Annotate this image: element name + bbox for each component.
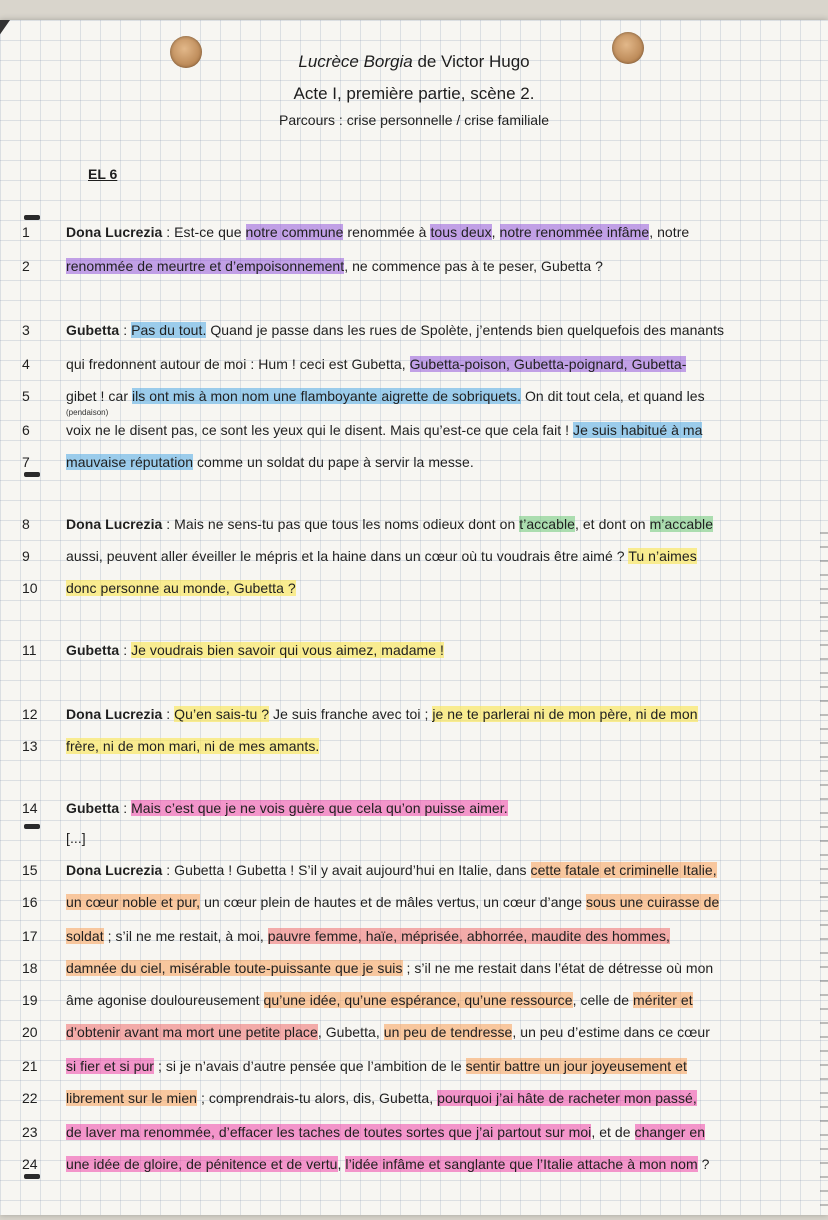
line-text: Qu’en sais-tu ? Je suis franche avec toi ; je ne te parlerai ni de mon père, ni de mon [174, 706, 698, 722]
line-text: damnée du ciel, misérable toute-puissante que je suis ; s’il ne me restait dans l’état de détresse où mon [66, 960, 714, 976]
line-number: 5 [22, 388, 30, 404]
line-text: Pas du tout. Quand je passe dans les rues de Spolète, j’entends bien quelquefois des manants [131, 322, 725, 338]
line-text: Je voudrais bien savoir qui vous aimez, madame ! [131, 642, 444, 658]
text-line-7 [0, 452, 828, 476]
text-line-3: 3 Gubetta : Pas du tout. Quand je passe dans les rues de Spolète, j’entends bien quelquefois des manants [22, 322, 725, 338]
speaker-name: Dona Lucrezia [66, 862, 163, 878]
line-text: Est-ce que notre commune renommée à tous deux, notre renommée infâme, notre [174, 224, 690, 240]
annotation-pendaison: (pendaison) [66, 408, 109, 417]
line-number: 15 [22, 862, 38, 878]
notebook-page [0, 20, 828, 1215]
ellipsis-line [0, 828, 828, 852]
line-text: un cœur noble et pur, un cœur plein de hautes et de mâles vertus, un cœur d’ange sous une cuirasse de [66, 894, 720, 910]
ellipsis: [...] [66, 830, 86, 846]
text-line-24 [0, 1154, 828, 1178]
line-number: 1 [22, 224, 30, 240]
el-label: EL 6 [88, 166, 118, 182]
line-number: 21 [22, 1058, 38, 1074]
text-line-17 [0, 926, 828, 950]
line-text: voix ne le disent pas, ce sont les yeux qui le disent. Mais qu’est-ce que cela fait ! Je suis habitué à ma [66, 422, 703, 438]
line-number: 11 [22, 642, 37, 658]
text-line-13 [0, 736, 828, 760]
line-number: 7 [22, 454, 30, 470]
text-line-4 [0, 354, 828, 378]
text-line-14: 14 Gubetta : Mais c’est que je ne vois guère que cela qu’on puisse aimer. [22, 800, 508, 816]
line-number: 18 [22, 960, 38, 976]
speaker-name: Gubetta [66, 800, 120, 816]
line-number: 14 [22, 800, 38, 816]
parcours-heading: Parcours : crise personnelle / crise familiale [279, 112, 549, 128]
text-line-6 [0, 420, 828, 444]
line-text: une idée de gloire, de pénitence et de vertu, l’idée infâme et sanglante que l’Italie attache à mon nom ? [66, 1156, 710, 1172]
text-line-21 [0, 1056, 828, 1080]
line-text: aussi, peuvent aller éveiller le mépris et la haine dans un cœur où tu voudrais être aimé ? Tu n’aimes [66, 548, 697, 564]
text-line-8: 8 Dona Lucrezia : Mais ne sens-tu pas que tous les noms odieux dont on t’accable, et dont on m’accable [22, 516, 714, 532]
text-line-2 [0, 256, 828, 280]
line-text: frère, ni de mon mari, ni de mes amants. [66, 738, 320, 754]
line-text: Gubetta ! Gubetta ! S’il y avait aujourd’hui en Italie, dans cette fatale et criminelle Italie, [174, 862, 717, 878]
line-number: 9 [22, 548, 30, 564]
text-line-11: 11 Gubetta : Je voudrais bien savoir qui vous aimez, madame ! [22, 642, 444, 658]
text-line-1: 1 Dona Lucrezia : Est-ce que notre commune renommée à tous deux, notre renommée infâme, notre [22, 224, 690, 240]
document-title [0, 52, 828, 72]
line-number: 20 [22, 1024, 38, 1040]
line-text: de laver ma renommée, d’effacer les taches de toutes sortes que j’ai partout sur moi, et de changer en [66, 1124, 706, 1140]
title-rest: de Victor Hugo [412, 52, 530, 71]
text-line-23 [0, 1122, 828, 1146]
line-text: d’obtenir avant ma mort une petite place, Gubetta, un peu de tendresse, un peu d’estime dans ce cœur [66, 1024, 710, 1040]
text-line-9 [0, 546, 828, 570]
line-number: 4 [22, 356, 30, 372]
line-number: 6 [22, 422, 30, 438]
line-text: si fier et si pur ; si je n’avais d’autre pensée que l’ambition de le sentir battre un jour joyeusement et [66, 1058, 687, 1074]
line-number: 24 [22, 1156, 38, 1172]
line-number: 19 [22, 992, 38, 1008]
line-text: soldat ; s’il ne me restait, à moi, pauvre femme, haïe, méprisée, abhorrée, maudite des hommes, [66, 928, 670, 944]
text-line-16 [0, 892, 828, 916]
line-text: Mais c’est que je ne vois guère que cela qu’on puisse aimer. [131, 800, 508, 816]
line-text: mauvaise réputation comme un soldat du pape à servir la messe. [66, 454, 474, 470]
text-line-12: 12 Dona Lucrezia : Qu’en sais-tu ? Je suis franche avec toi ; je ne te parlerai ni de mon père, ni de mon [22, 706, 698, 722]
line-number: 12 [22, 706, 38, 722]
line-text: gibet ! car ils ont mis à mon nom une flamboyante aigrette de sobriquets. On dit tout cela, et quand les [66, 388, 705, 404]
speaker-name: Dona Lucrezia [66, 706, 163, 722]
line-text: donc personne au monde, Gubetta ? [66, 580, 296, 596]
line-number: 16 [22, 894, 38, 910]
speaker-name: Gubetta [66, 642, 120, 658]
text-line-10 [0, 578, 828, 602]
line-number: 3 [22, 322, 30, 338]
text-line-22 [0, 1088, 828, 1112]
title-italic: Lucrèce Borgia [298, 52, 413, 71]
line-number: 17 [22, 928, 38, 944]
speaker-name: Gubetta [66, 322, 120, 338]
line-number: 22 [22, 1090, 38, 1106]
speaker-name: Dona Lucrezia [66, 224, 163, 240]
bracket-tick [24, 215, 40, 220]
line-text: renommée de meurtre et d’empoisonnement, ne commence pas à te peser, Gubetta ? [66, 258, 603, 274]
act-heading: Acte I, première partie, scène 2. [293, 84, 535, 103]
line-text: qui fredonnent autour de moi : Hum ! ceci est Gubetta, Gubetta-poison, Gubetta-poignard, Gubetta- [66, 356, 687, 372]
line-number: 23 [22, 1124, 38, 1140]
text-line-19 [0, 990, 828, 1014]
line-text: Mais ne sens-tu pas que tous les noms odieux dont on t’accable, et dont on m’accable [174, 516, 714, 532]
line-text: âme agonise douloureusement qu’une idée, qu’une espérance, qu’une ressource, celle de mériter et [66, 992, 693, 1008]
text-line-20 [0, 1022, 828, 1046]
speaker-name: Dona Lucrezia [66, 516, 163, 532]
line-number: 2 [22, 258, 30, 274]
text-line-18 [0, 958, 828, 982]
line-number: 8 [22, 516, 30, 532]
text-line-15: 15 Dona Lucrezia : Gubetta ! Gubetta ! S’il y avait aujourd’hui en Italie, dans cette fatale et criminelle Italie, [22, 862, 717, 878]
line-text: librement sur le mien ; comprendrais-tu alors, dis, Gubetta, pourquoi j’ai hâte de racheter mon passé, [66, 1090, 697, 1106]
line-number: 10 [22, 580, 38, 596]
text-line-5 [0, 386, 828, 410]
line-number: 13 [22, 738, 38, 754]
